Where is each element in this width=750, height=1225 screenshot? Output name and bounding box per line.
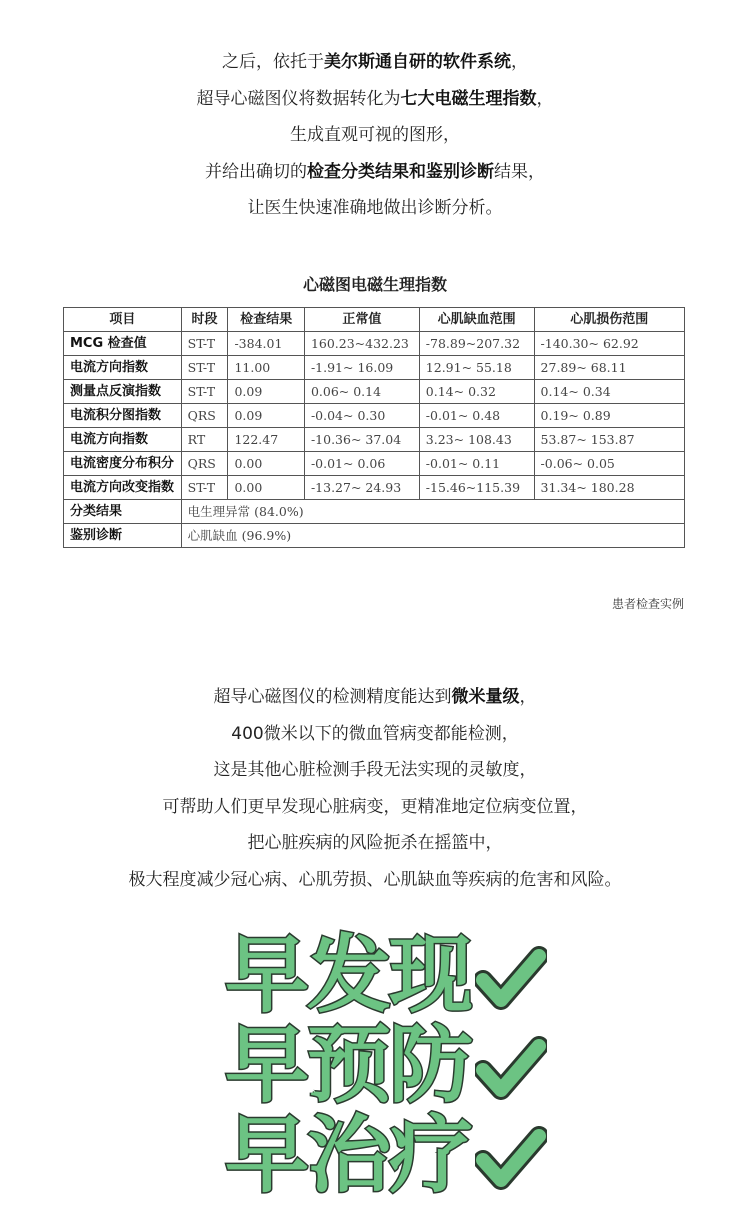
table-cell: 电流方向改变指数 bbox=[64, 476, 182, 500]
table-row bbox=[64, 332, 685, 356]
table-cell: -0.01~ 0.06 bbox=[304, 452, 419, 476]
slogan-early-detection bbox=[225, 926, 547, 1026]
slogan-early-prevention bbox=[225, 1016, 547, 1116]
table-caption: 患者检查实例 bbox=[611, 597, 684, 611]
table-cell: ST-T bbox=[181, 356, 228, 380]
table-cell: QRS bbox=[181, 404, 228, 428]
table-cell: -140.30~ 62.92 bbox=[534, 332, 684, 356]
table-row bbox=[64, 356, 685, 380]
table-cell: 电流积分图指数 bbox=[64, 404, 182, 428]
table-cell: -10.36~ 37.04 bbox=[304, 428, 419, 452]
text-segment: 极大程度减少冠心病、心肌劳损、心肌缺血等疾病的危害和风险。 bbox=[128, 869, 622, 890]
table-cell: 0.19~ 0.89 bbox=[534, 404, 684, 428]
table-cell: 53.87~ 153.87 bbox=[534, 428, 684, 452]
text-segment: 之后，依托于 bbox=[222, 52, 324, 72]
text-segment: 超导心磁图仪的检测精度能达到 bbox=[213, 687, 452, 707]
table-row bbox=[64, 452, 685, 476]
table-cell: 0.14~ 0.34 bbox=[534, 380, 684, 404]
table-row bbox=[64, 476, 685, 500]
text-line bbox=[0, 117, 750, 154]
table-cell: -78.89~207.32 bbox=[419, 332, 534, 356]
table-cell: 12.91~ 55.18 bbox=[419, 356, 534, 380]
text-line bbox=[0, 81, 750, 118]
highlight-text: 检查分类结果和鉴别诊断 bbox=[307, 161, 494, 182]
text-line bbox=[0, 789, 750, 826]
table-cell: ST-T bbox=[181, 332, 228, 356]
column-header: 心肌损伤范围 bbox=[534, 308, 684, 332]
table-cell: -0.04~ 0.30 bbox=[304, 404, 419, 428]
table-cell: 122.47 bbox=[228, 428, 304, 452]
text-segment: 这是其他心脏检测手段无法实现的灵敏度， bbox=[213, 760, 537, 780]
table-cell: 31.34~ 180.28 bbox=[534, 476, 684, 500]
text-segment: 400微米以下的微血管病变都能检测， bbox=[231, 723, 519, 744]
text-segment: 把心脏疾病的风险扼杀在摇篮中， bbox=[247, 833, 503, 853]
table-cell: 0.14~ 0.32 bbox=[419, 380, 534, 404]
text-line bbox=[0, 752, 750, 789]
checkmark-icon bbox=[475, 1026, 547, 1116]
text-segment: 超导心磁图仪将数据转化为 bbox=[196, 88, 401, 109]
text-segment: 可帮助人们更早发现心脏病变，更精准地定位病变位置， bbox=[162, 796, 588, 817]
summary-label: 鉴别诊断 bbox=[64, 524, 182, 548]
table-cell: -1.91~ 16.09 bbox=[304, 356, 419, 380]
table-header-row bbox=[64, 308, 685, 332]
table-cell: -15.46~115.39 bbox=[419, 476, 534, 500]
table-cell: QRS bbox=[181, 452, 228, 476]
slogan-early-treatment bbox=[225, 1106, 547, 1206]
table-cell: 0.00 bbox=[228, 452, 304, 476]
text-segment: ， bbox=[519, 687, 537, 707]
column-header: 时段 bbox=[181, 308, 228, 332]
table-cell: -0.01~ 0.48 bbox=[419, 404, 534, 428]
table-row bbox=[64, 428, 685, 452]
highlight-text: 美尔斯通自研的软件系统 bbox=[324, 52, 511, 72]
table-cell: 3.23~ 108.43 bbox=[419, 428, 534, 452]
table-cell: 0.06~ 0.14 bbox=[304, 380, 419, 404]
summary-row bbox=[64, 524, 685, 548]
index-table bbox=[63, 307, 685, 548]
text-line bbox=[0, 825, 750, 862]
text-segment: 并给出确切的 bbox=[205, 161, 307, 182]
table-cell: 11.00 bbox=[228, 356, 304, 380]
table-cell: -0.06~ 0.05 bbox=[534, 452, 684, 476]
text-line bbox=[0, 679, 750, 716]
slogan-text: 早治疗 bbox=[225, 1106, 472, 1204]
intro-paragraph bbox=[0, 44, 750, 227]
column-header: 项目 bbox=[64, 308, 182, 332]
summary-value: 电生理异常 (84.0%) bbox=[181, 500, 684, 524]
slogan-text: 早预防 bbox=[225, 1016, 472, 1114]
table-cell: 27.89~ 68.11 bbox=[534, 356, 684, 380]
table-cell: -384.01 bbox=[228, 332, 304, 356]
summary-label: 分类结果 bbox=[64, 500, 182, 524]
table-cell: 电流密度分布积分 bbox=[64, 452, 182, 476]
text-segment: ， bbox=[511, 52, 528, 72]
table-cell: 测量点反演指数 bbox=[64, 380, 182, 404]
column-header: 心肌缺血范围 bbox=[419, 308, 534, 332]
column-header: 检查结果 bbox=[228, 308, 304, 332]
table-row bbox=[64, 380, 685, 404]
table-cell: ST-T bbox=[181, 476, 228, 500]
text-segment: 结果， bbox=[494, 161, 545, 182]
table-title: 心磁图电磁生理指数 bbox=[302, 275, 447, 294]
table-cell: 电流方向指数 bbox=[64, 428, 182, 452]
text-line bbox=[0, 44, 750, 81]
table-cell: 0.00 bbox=[228, 476, 304, 500]
table-cell: 0.09 bbox=[228, 404, 304, 428]
table-cell: -13.27~ 24.93 bbox=[304, 476, 419, 500]
table-cell: MCG 检查值 bbox=[64, 332, 182, 356]
text-line bbox=[0, 154, 750, 191]
slogan-text: 早发现 bbox=[225, 926, 472, 1024]
text-line bbox=[0, 716, 750, 753]
body-paragraph bbox=[0, 679, 750, 898]
text-line bbox=[0, 862, 750, 899]
text-segment: 让医生快速准确地做出诊断分析。 bbox=[247, 198, 503, 218]
highlight-text: 微米量级 bbox=[451, 687, 520, 707]
checkmark-icon bbox=[475, 1116, 547, 1206]
table-cell: 160.23~432.23 bbox=[304, 332, 419, 356]
table-cell: ST-T bbox=[181, 380, 228, 404]
summary-value: 心肌缺血 (96.9%) bbox=[181, 524, 684, 548]
column-header: 正常值 bbox=[304, 308, 419, 332]
table-cell: 0.09 bbox=[228, 380, 304, 404]
highlight-text: 七大电磁生理指数 bbox=[400, 88, 537, 109]
table-row bbox=[64, 404, 685, 428]
table-cell: -0.01~ 0.11 bbox=[419, 452, 534, 476]
text-segment: ， bbox=[536, 88, 554, 109]
table-cell: RT bbox=[181, 428, 228, 452]
text-line bbox=[0, 190, 750, 227]
table-cell: 电流方向指数 bbox=[64, 356, 182, 380]
checkmark-icon bbox=[475, 936, 547, 1026]
text-segment: 生成直观可视的图形， bbox=[290, 125, 460, 145]
summary-row bbox=[64, 500, 685, 524]
